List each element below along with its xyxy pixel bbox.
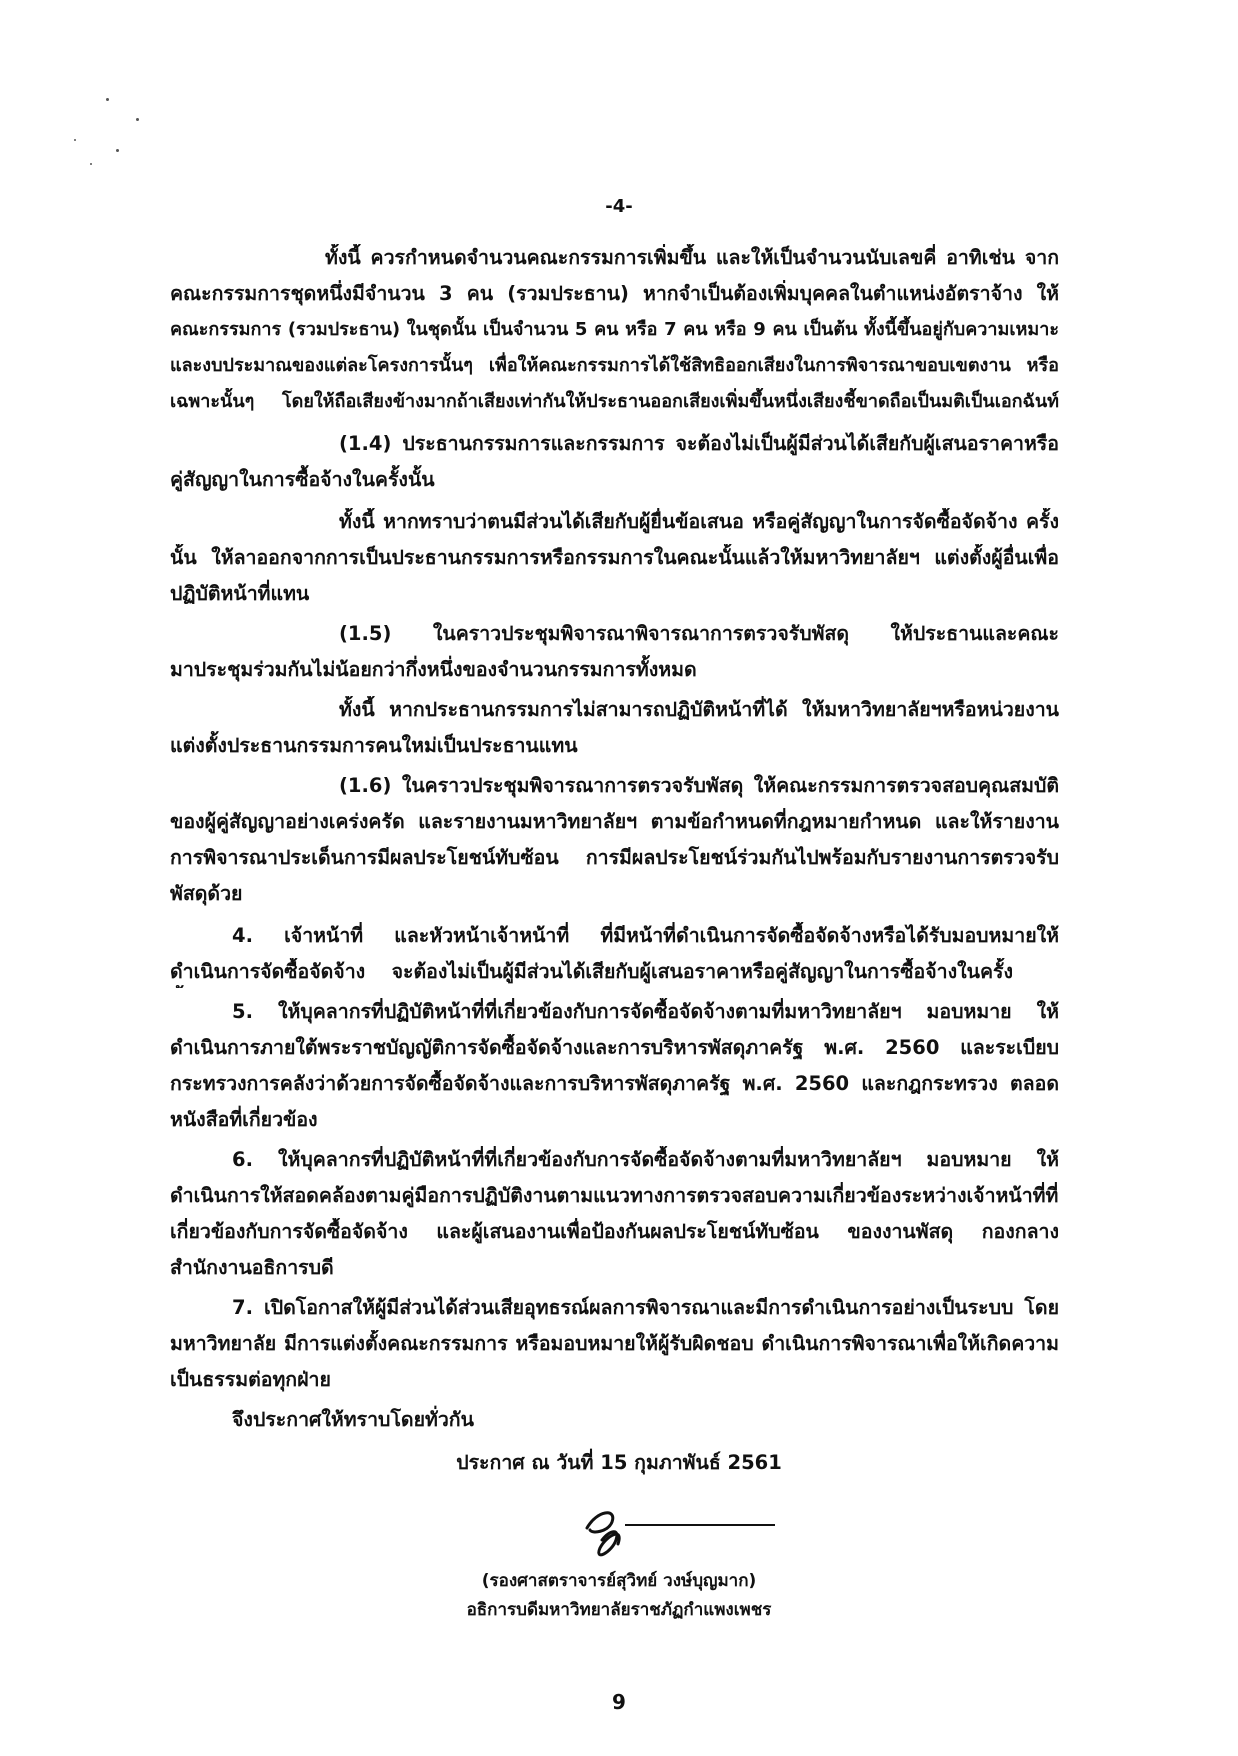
text-line: การพิจารณาประเด็นการมีผลประโยชน์ทับซ้อน การมีผลประโยชน์ร่วมกันไปพร้อมกับรายงานการตรวจรับ: [170, 846, 1059, 869]
text-line: แต่งตั้งประธานกรรมการคนใหม่เป็นประธานแทน: [170, 734, 578, 757]
text-line: หนังสือที่เกี่ยวข้อง: [170, 1108, 318, 1131]
page-number: 9: [612, 1690, 626, 1714]
text-line: คณะกรรมการ (รวมประธาน) ในชุดนั้น เป็นจำนวน 5 คน หรือ 7 คน หรือ 9 คน เป็นต้น ทั้งนี้ขึ้นอยู่กับความเหมาะ: [170, 319, 1059, 340]
text-line: เป็นธรรมต่อทุกฝ่าย: [170, 1368, 331, 1391]
text-line: สำนักงานอธิการบดี: [170, 1256, 334, 1279]
text-line: ดำเนินการให้สอดคล้องตามคู่มือการปฏิบัติงานตามแนวทางการตรวจสอบความเกี่ยวข้องระหว่างเจ้าหน้าที่ที่: [170, 1184, 1059, 1207]
text-line: ทั้งนี้ ควรกำหนดจำนวนคณะกรรมการเพิ่มขึ้น และให้เป็นจำนวนนับเลขคี่ อาทิเช่น จาก: [325, 246, 1059, 269]
text-line: (1.5) ในคราวประชุมพิจารณาพิจารณาการตรวจรับพัสดุ ให้ประธานและคณะ: [339, 622, 1059, 645]
text-line: 5. ให้บุคลากรที่ปฏิบัติหน้าที่ที่เกี่ยวข้องกับการจัดซื้อจัดจ้างตามที่มหาวิทยาลัยฯ มอบหมาย ให้: [232, 1000, 1059, 1023]
signer-position: อธิการบดีมหาวิทยาลัยราชภัฏกำแพงเพชร: [466, 1600, 772, 1620]
text-line: 4. เจ้าหน้าที่ และหัวหน้าเจ้าหน้าที่ ที่มีหน้าที่ดำเนินการจัดซื้อจัดจ้างหรือได้รับมอบหมายให้: [232, 924, 1059, 947]
announcement-date: ประกาศ ณ วันที่ 15 กุมภาพันธ์ 2561: [456, 1451, 782, 1474]
text-line: กระทรวงการคลังว่าด้วยการจัดซื้อจัดจ้างและการบริหารพัสดุภาครัฐ พ.ศ. 2560 และกฎกระทรวง ตลอด: [170, 1072, 1059, 1095]
text-line: ของผู้คู่สัญญาอย่างเคร่งครัด และรายงานมหาวิทยาลัยฯ ตามข้อกำหนดที่กฎหมายกำหนด และให้รายงาน: [170, 810, 1059, 833]
text-line: ทั้งนี้ หากทราบว่าตนมีส่วนได้เสียกับผู้ยื่นข้อเสนอ หรือคู่สัญญาในการจัดซื้อจัดจ้าง ครั้ง: [339, 510, 1059, 533]
text-line: (1.6) ในคราวประชุมพิจารณาการตรวจรับพัสดุ ให้คณะกรรมการตรวจสอบคุณสมบัติ: [339, 774, 1059, 797]
text-line: และงบประมาณของแต่ละโครงการนั้นๆ เพื่อให้คณะกรรมการได้ใช้สิทธิออกเสียงในการพิจารณาขอบเขตงาน หรือ: [170, 355, 1059, 376]
text-line: ปฏิบัติหน้าที่แทน: [170, 582, 310, 605]
text-line: คณะกรรมการชุดหนึ่งมีจำนวน 3 คน (รวมประธาน) หากจำเป็นต้องเพิ่มบุคคลในตำแหน่งอัตราจ้าง ให้: [170, 282, 1059, 305]
text-line: (1.4) ประธานกรรมการและกรรมการ จะต้องไม่เป็นผู้มีส่วนได้เสียกับผู้เสนอราคาหรือ: [339, 432, 1059, 455]
text-line: ทั้งนี้ หากประธานกรรมการไม่สามารถปฏิบัติหน้าที่ได้ ให้มหาวิทยาลัยฯหรือหน่วยงาน: [339, 698, 1059, 721]
page-header: -4-: [605, 196, 633, 217]
text-line: จึงประกาศให้ทราบโดยทั่วกัน: [232, 1408, 474, 1431]
text-line: 6. ให้บุคลากรที่ปฏิบัติหน้าที่ที่เกี่ยวข้องกับการจัดซื้อจัดจ้างตามที่มหาวิทยาลัยฯ มอบหมาย ให้: [232, 1148, 1059, 1171]
signature-mark: [572, 1500, 772, 1570]
text-line: ดำเนินการจัดซื้อจัดจ้าง จะต้องไม่เป็นผู้มีส่วนได้เสียกับผู้เสนอราคาหรือคู่สัญญาในการซื้อจ้างในครั้ง: [170, 960, 1013, 983]
signature-line: [625, 1524, 775, 1526]
text-line: มาประชุมร่วมกันไม่น้อยกว่ากึ่งหนึ่งของจำนวนกรรมการทั้งหมด: [170, 658, 697, 681]
text-line: คู่สัญญาในการซื้อจ้างในครั้งนั้น: [170, 468, 435, 491]
text-line: เฉพาะนั้นๆ โดยให้ถือเสียงข้างมากถ้าเสียงเท่ากันให้ประธานออกเสียงเพิ่มขึ้นหนึ่งเสียงชี้ขาดถือเป็นมติเป็นเอกฉันท์: [170, 391, 1059, 412]
text-line: พัสดุด้วย: [170, 882, 243, 905]
text-line: นั้น ให้ลาออกจากการเป็นประธานกรรมการหรือกรรมการในคณะนั้นแล้วให้มหาวิทยาลัยฯ แต่งตั้งผู้อื่นเพื่อ: [170, 546, 1059, 569]
text-line: 7. เปิดโอกาสให้ผู้มีส่วนได้ส่วนเสียอุทธรณ์ผลการพิจารณาและมีการดำเนินการอย่างเป็นระบบ โดย: [232, 1296, 1059, 1319]
signer-name: (รองศาสตราจารย์สุวิทย์ วงษ์บุญมาก): [481, 1571, 757, 1591]
text-line: มหาวิทยาลัย มีการแต่งตั้งคณะกรรมการ หรือมอบหมายให้ผู้รับผิดชอบ ดำเนินการพิจารณาเพื่อให้เกิดความ: [170, 1332, 1059, 1355]
text-line: ดำเนินการภายใต้พระราชบัญญัติการจัดซื้อจัดจ้างและการบริหารพัสดุภาครัฐ พ.ศ. 2560 และระเบียบ: [170, 1036, 1059, 1059]
text-line: เกี่ยวข้องกับการจัดซื้อจัดจ้าง และผู้เสนองานเพื่อป้องกันผลประโยชน์ทับซ้อน ของงานพัสดุ กองกลาง: [170, 1220, 1059, 1243]
